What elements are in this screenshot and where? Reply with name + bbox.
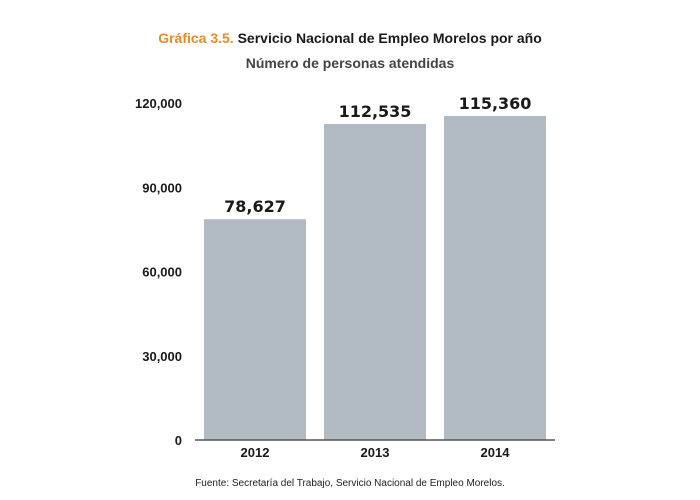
y-tick-label: 30,000 (142, 348, 182, 364)
chart-title-label: Gráfica 3.5. (158, 30, 234, 46)
chart-title-text: Servicio Nacional de Empleo Morelos por año (237, 30, 542, 46)
chart-subtitle: Número de personas atendidas (245, 55, 455, 71)
y-tick-label: 90,000 (142, 180, 182, 196)
x-tick-label: 2014 (480, 445, 510, 460)
data-label: 78,627 (224, 197, 286, 217)
y-tick-label: 0 (174, 433, 182, 448)
bar-2012 (204, 219, 306, 440)
data-label: 112,535 (338, 101, 412, 121)
y-tick-label: 120,000 (135, 96, 182, 111)
data-label: 115,360 (458, 94, 532, 114)
x-tick-label: 2012 (240, 445, 270, 460)
chart-source: Fuente: Secretaría del Trabajo, Servicio Nacional de Empleo Morelos. (195, 478, 505, 489)
bar-2014 (444, 116, 546, 440)
bar-2013 (324, 124, 426, 440)
x-tick-label: 2013 (360, 445, 390, 460)
y-tick-label: 60,000 (142, 264, 182, 280)
